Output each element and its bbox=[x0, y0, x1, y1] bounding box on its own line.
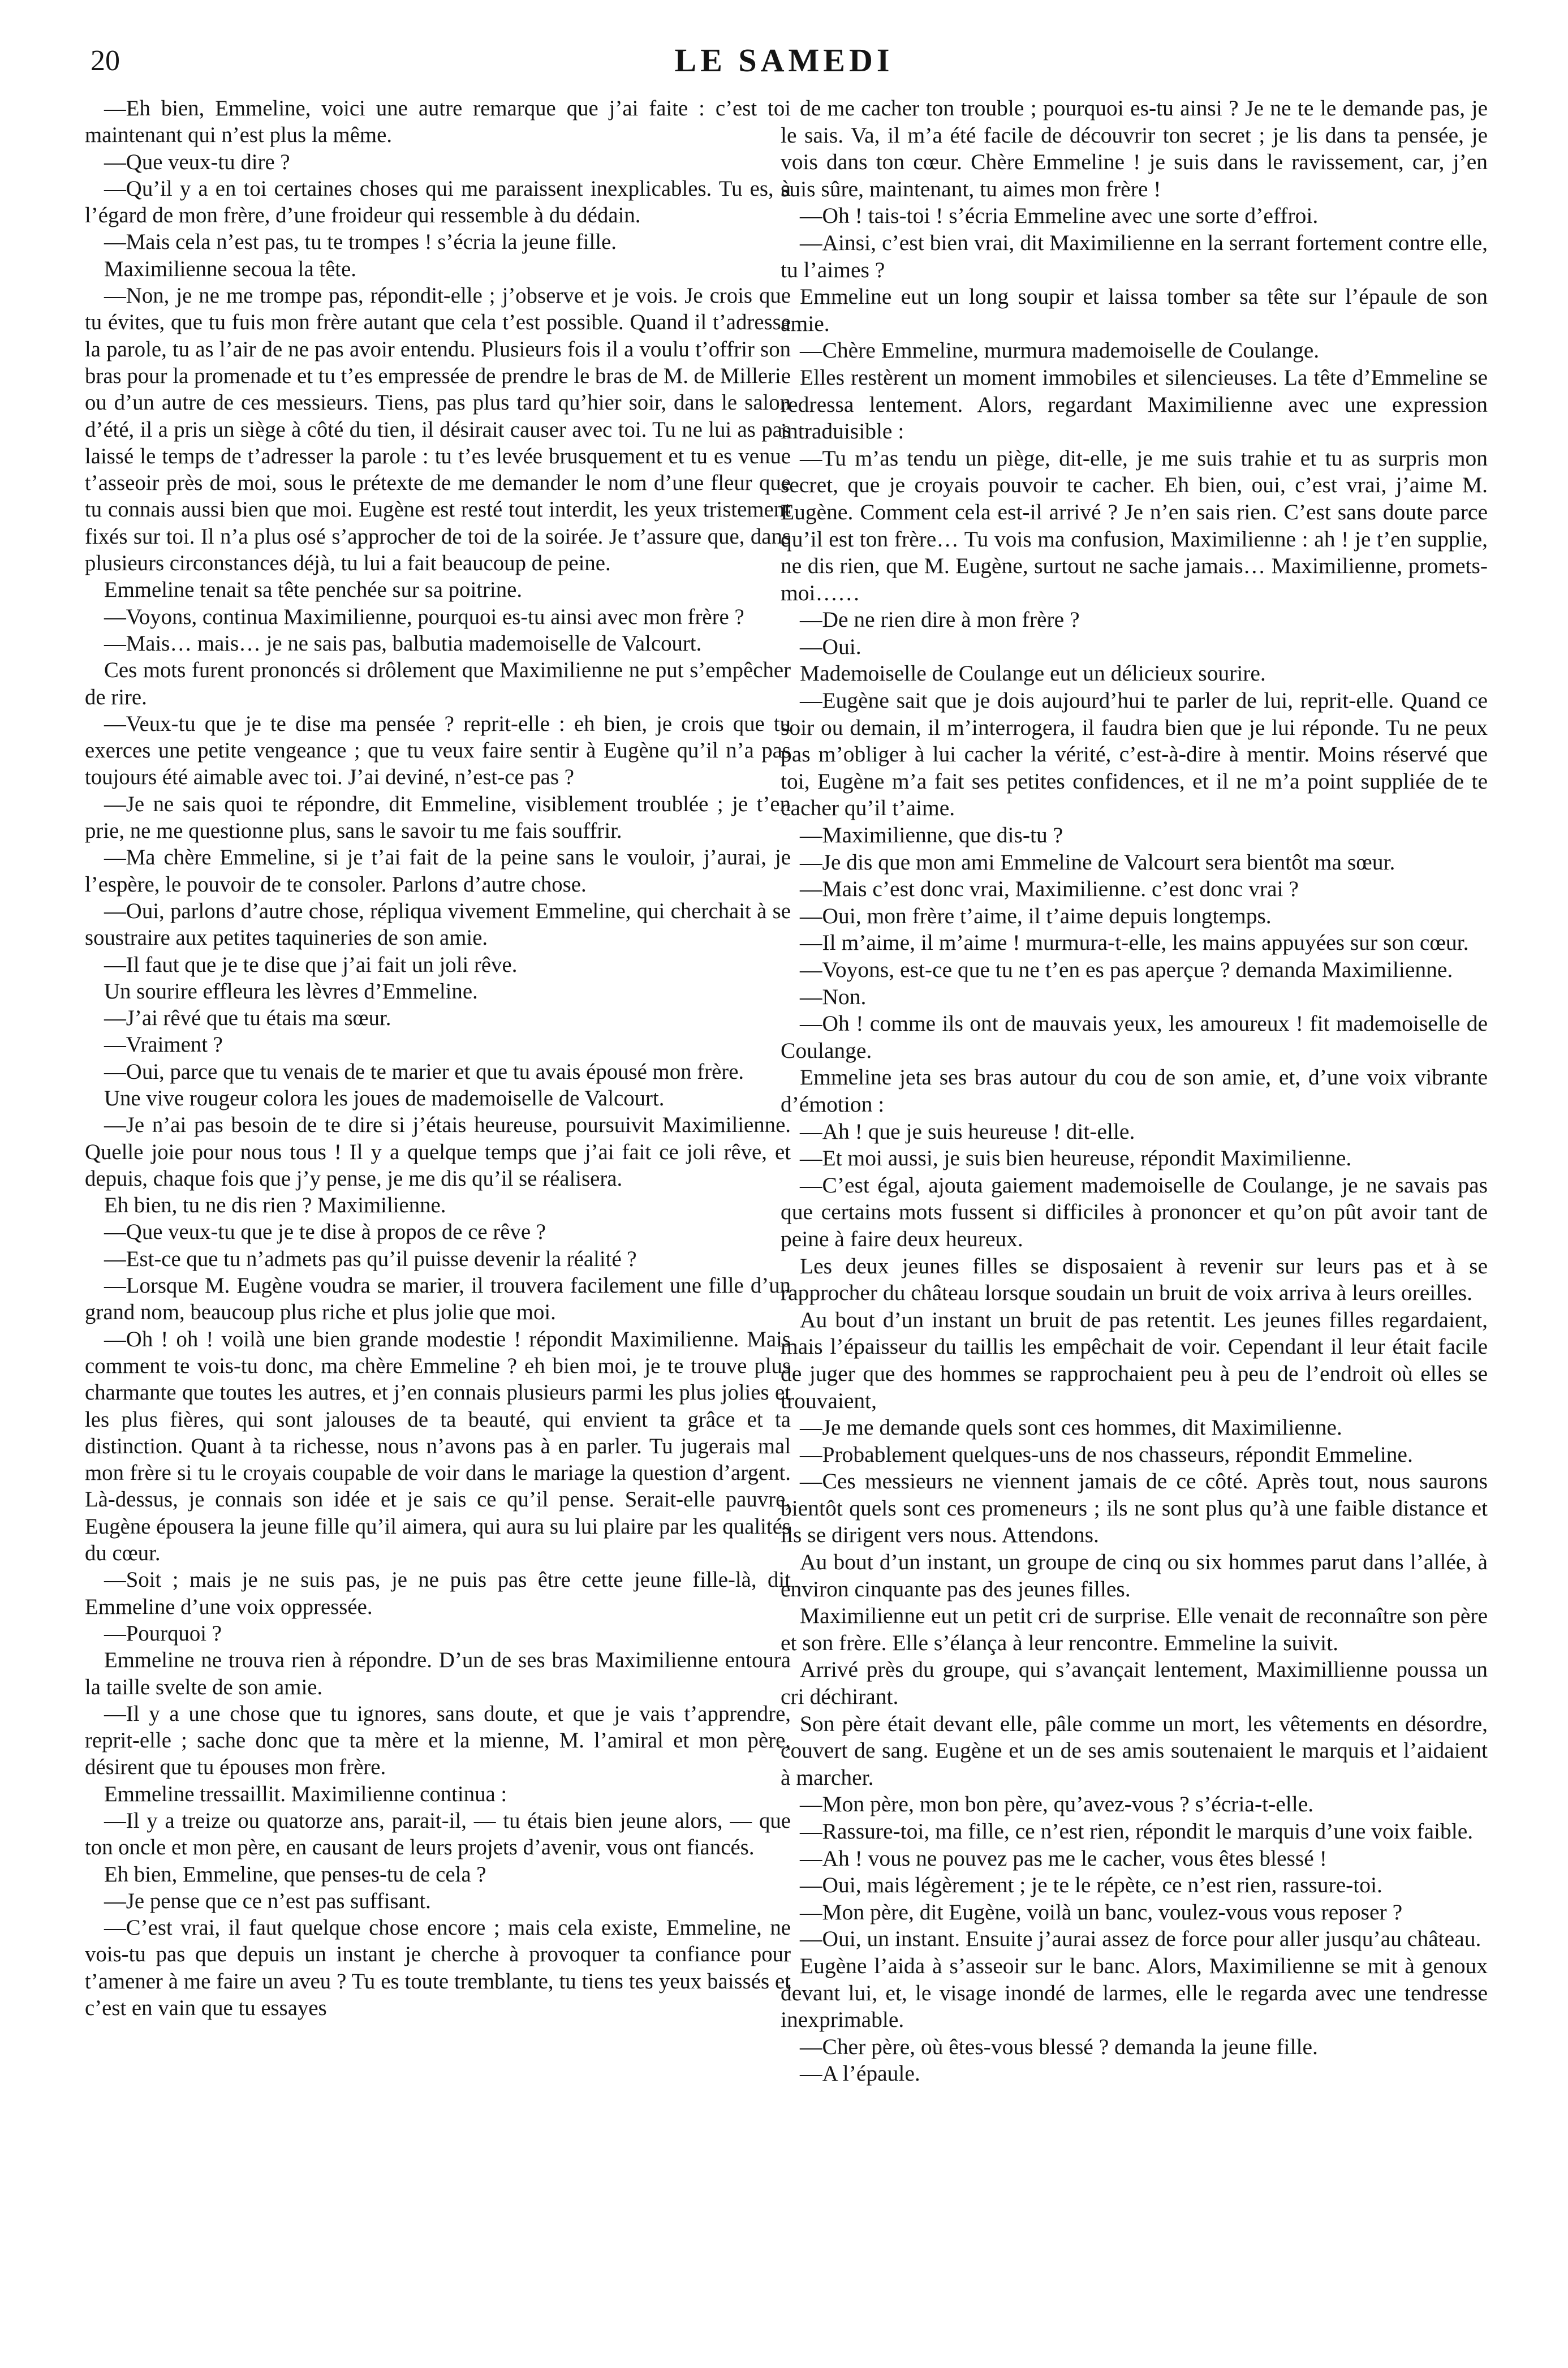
paragraph: —Oui, parce que tu venais de te marier et que tu avais épousé mon frère. bbox=[104, 1059, 744, 1084]
paragraph: Au bout d’un instant un bruit de pas retentit. Les jeunes filles regardaient, mais l’épaisseur du taillis les empêchait de voir. Cependant il leur était facile de juger que des hommes se rapprochaient peu à peu de l’endroit où elles se trouvaient, bbox=[781, 1307, 1488, 1413]
paragraph: —Lorsque M. Eugène voudra se marier, il trouvera facilement une fille d’un grand nom, beaucoup plus riche et plus jolie que moi. bbox=[85, 1273, 791, 1325]
paragraph: —Oui, parlons d’autre chose, répliqua vivement Emmeline, qui cherchait à se soustraire aux petites taquineries de son amie. bbox=[85, 898, 791, 950]
paragraph: —Oh ! tais-toi ! s’écria Emmeline avec une sorte d’effroi. bbox=[800, 203, 1319, 229]
paragraph: —A l’épaule. bbox=[800, 2061, 920, 2086]
paragraph: Emmeline tenait sa tête penchée sur sa poitrine. bbox=[104, 578, 523, 602]
paragraph: —Il y a une chose que tu ignores, sans doute, et que je vais t’apprendre, reprit-elle ; sache donc que ta mère et la mienne, M. l’amiral et mon père, désirent que tu épouses mon frère. bbox=[85, 1701, 791, 1780]
paragraph: Elles restèrent un moment immobiles et silencieuses. La tête d’Emmeline se redressa lentement. Alors, regardant Maximilienne avec une expression intraduisible : bbox=[781, 364, 1488, 444]
paragraph: Arrivé près du groupe, qui s’avançait lentement, Maximillienne poussa un cri déchirant. bbox=[781, 1657, 1488, 1710]
page-number: 20 bbox=[91, 45, 120, 77]
right-column bbox=[781, 95, 1488, 2347]
paragraph: —C’est vrai, il faut quelque chose encore ; mais cela existe, Emmeline, ne vois-tu pas que depuis un instant je cherche à provoquer ta confiance pour t’amener à me faire un aveu ? Tu es toute tremblante, tu tiens tes yeux baissés et c’est en vain que tu essayes bbox=[85, 1915, 791, 2021]
paragraph: —Je pense que ce n’est pas suffisant. bbox=[104, 1888, 431, 1913]
paragraph: Emmeline jeta ses bras autour du cou de son amie, et, d’une voix vibrante d’émotion : bbox=[781, 1065, 1488, 1117]
journal-title: LE SAMEDI bbox=[674, 42, 894, 79]
paragraph: —Pourquoi ? bbox=[104, 1621, 222, 1646]
paragraph: Un sourire effleura les lèvres d’Emmeline. bbox=[104, 979, 478, 1004]
paragraph: Les deux jeunes filles se disposaient à revenir sur leurs pas et à se rapprocher du château lorsque soudain un bruit de voix arriva à leurs oreilles. bbox=[781, 1253, 1488, 1306]
paragraph: Ces mots furent prononcés si drôlement que Maximilienne ne put s’empêcher de rire. bbox=[85, 658, 791, 709]
paragraph: Au bout d’un instant, un groupe de cinq ou six hommes parut dans l’allée, à environ cinquante pas des jeunes filles. bbox=[781, 1549, 1488, 1601]
paragraph: —Cher père, où êtes-vous blessé ? demanda la jeune fille. bbox=[800, 2034, 1318, 2059]
paragraph: —Probablement quelques-uns de nos chasseurs, répondit Emmeline. bbox=[800, 1441, 1413, 1467]
paragraph: —Chère Emmeline, murmura mademoiselle de Coulange. bbox=[800, 338, 1320, 363]
paragraph: —Mais cela n’est pas, tu te trompes ! s’écria la jeune fille. bbox=[104, 230, 617, 255]
paragraph: —Eugène sait que je dois aujourd’hui te parler de lui, reprit-elle. Quand ce soir ou demain, il m’interrogera, il faudra bien que je lui réponde. Tu ne peux pas m’obliger à lui cacher la vérité, c’est-à-dire à mentir. Moins réservé que toi, Eugène m’a fait ses petites confidences, et il ne m’a point suppliée de te cacher qu’il t’aime. bbox=[781, 688, 1488, 821]
paragraph: Emmeline eut un long soupir et laissa tomber sa tête sur l’épaule de son amie. bbox=[781, 284, 1488, 336]
paragraph: —De ne rien dire à mon frère ? bbox=[800, 607, 1080, 632]
paragraph: —Maximilienne, que dis-tu ? bbox=[800, 823, 1063, 848]
paragraph: —Tu m’as tendu un piège, dit-elle, je me suis trahie et tu as surpris mon secret, que je croyais pouvoir te cacher. Eh bien, oui, c’est vrai, j’aime M. Eugène. Comment cela est-il arrivé ? Je n’en sais rien. C’est sans doute parce qu’il est ton frère… Tu vois ma confusion, Maximilienne : ah ! je t’en supplie, ne dis rien, que M. Eugène, surtout ne sache jamais… Maximilienne, promets-moi…… bbox=[781, 445, 1488, 605]
paragraph: —Ah ! que je suis heureuse ! dit-elle. bbox=[800, 1118, 1135, 1144]
paragraph: —Il m’aime, il m’aime ! murmura-t-elle, les mains appuyées sur son cœur. bbox=[800, 930, 1469, 955]
paragraph: Emmeline ne trouva rien à répondre. D’un de ses bras Maximilienne entoura la taille svelte de son amie. bbox=[85, 1648, 791, 1699]
paragraph: —Oh ! comme ils ont de mauvais yeux, les amoureux ! fit mademoiselle de Coulange. bbox=[781, 1011, 1488, 1063]
paragraph: Mademoiselle de Coulange eut un délicieux sourire. bbox=[800, 661, 1266, 686]
paragraph: —Mon père, mon bon père, qu’avez-vous ? s’écria-t-elle. bbox=[800, 1792, 1314, 1817]
paragraph: —Rassure-toi, ma fille, ce n’est rien, répondit le marquis d’une voix faible. bbox=[800, 1819, 1474, 1844]
paragraph: de me cacher ton trouble ; pourquoi es-tu ainsi ? Je ne te le demande pas, je le sais. Va, il m’a été facile de découvrir ton secret ; je lis dans ta pensée, je vois dans ton cœur. Chère Emmeline ! je suis dans le ravissement, car, j’en suis sûre, maintenant, tu aimes mon frère ! bbox=[781, 96, 1488, 201]
paragraph: —Voyons, est-ce que tu ne t’en es pas aperçue ? demanda Maximilienne. bbox=[800, 957, 1453, 982]
paragraph: —Ma chère Emmeline, si je t’ai fait de la peine sans le vouloir, j’aurai, je l’espère, le pouvoir de te consoler. Parlons d’autre chose. bbox=[85, 845, 791, 897]
paragraph: —Je ne sais quoi te répondre, dit Emmeline, visiblement troublée ; je t’en prie, ne me questionne plus, sans le savoir tu me fais souffrir. bbox=[85, 791, 791, 843]
paragraph: —Eh bien, Emmeline, voici une autre remarque que j’ai faite : c’est toi maintenant qui n’est plus la même. bbox=[85, 96, 791, 148]
paragraph: —Il faut que je te dise que j’ai fait un joli rêve. bbox=[104, 952, 518, 977]
paragraph: —Oh ! oh ! voilà une bien grande modestie ! répondit Maximilienne. Mais comment te vois-tu donc, ma chère Emmeline ? eh bien moi, je te trouve plus charmante que toutes les autres, et j’en connais plusieurs parmi les plus jolies et les plus fières, qui sont jalouses de ta beauté, qui envient ta grâce et ta distinction. Quant à ta richesse, nous n’avons pas à en parler. Tu jugerais mal mon frère si tu le croyais coupable de voir dans le mariage la question d’argent. Là-dessus, je connais son idée et je sais ce qu’il pense. Serait-elle pauvre, Eugène épousera la jeune fille qu’il aimera, qui aura su lui plaire par les qualités du cœur. bbox=[85, 1327, 791, 1566]
paragraph: —Et moi aussi, je suis bien heureuse, répondit Maximilienne. bbox=[800, 1146, 1352, 1171]
paragraph: —Mais c’est donc vrai, Maximilienne. c’est donc vrai ? bbox=[800, 876, 1299, 902]
paragraph: —Non. bbox=[800, 984, 867, 1009]
paragraph: Eh bien, Emmeline, que penses-tu de cela ? bbox=[104, 1862, 486, 1887]
paragraph: —Ces messieurs ne viennent jamais de ce côté. Après tout, nous saurons bientôt quels sont ces promeneurs ; ils ne sont plus qu’à une faible distance et ils se dirigent vers nous. Attendons. bbox=[781, 1469, 1488, 1548]
paragraph: —Oui, mais légèrement ; je te le répète, ce n’est rien, rassure-toi. bbox=[800, 1872, 1382, 1898]
paragraph: —Que veux-tu dire ? bbox=[104, 149, 290, 174]
paragraph: —J’ai rêvé que tu étais ma sœur. bbox=[104, 1006, 391, 1031]
paragraph: —Qu’il y a en toi certaines choses qui me paraissent inexplicables. Tu es, à l’égard de mon frère, d’une froideur qui ressemble à du dédain. bbox=[85, 176, 791, 228]
paragraph: Maximilienne eut un petit cri de surprise. Elle venait de reconnaître son père et son frère. Elle s’élança à leur rencontre. Emmeline la suivit. bbox=[781, 1603, 1488, 1655]
paragraph: —Soit ; mais je ne suis pas, je ne puis pas être cette jeune fille-là, dit Emmeline d’une voix oppressée. bbox=[85, 1568, 791, 1619]
paragraph: Emmeline tressaillit. Maximilienne continua : bbox=[104, 1781, 507, 1806]
paragraph: Son père était devant elle, pâle comme un mort, les vêtements en désordre, couvert de sang. Eugène et un de ses amis soutenaient le marquis et l’aidaient à marcher. bbox=[781, 1711, 1488, 1790]
paragraph: —Oui. bbox=[800, 634, 861, 659]
paragraph: —Je dis que mon ami Emmeline de Valcourt sera bientôt ma sœur. bbox=[800, 849, 1395, 875]
paragraph: —Vraiment ? bbox=[104, 1032, 223, 1057]
paragraph: —Non, je ne me trompe pas, répondit-elle ; j’observe et je vois. Je crois que tu évites, que tu fuis mon frère autant que cela t’est possible. Quand il t’adresse la parole, tu as l’air de ne pas avoir entendu. Plusieurs fois il a voulu t’offrir son bras pour la promenade et tu t’es empressée de prendre le bras de M. de Millerie ou d’un autre de ces messieurs. Tiens, pas plus tard qu’hier soir, dans le salon d’été, il a pris un siège à côté du tien, il désirait causer avec toi. Tu ne lui as pas laissé le temps de t’adresser la parole : tu t’es levée brusquement et tu es venue t’asseoir près de moi, sous le prétexte de me demander le nom d’une fleur que tu connais aussi bien que moi. Eugène est resté tout interdit, les yeux tristement fixés sur toi. Il n’a plus osé s’approcher de toi de la soirée. Je t’assure que, dans plusieurs circonstances déjà, tu lui a fait beaucoup de peine. bbox=[85, 283, 791, 576]
paragraph: Eh bien, tu ne dis rien ? Maximilienne. bbox=[104, 1193, 446, 1218]
paragraph: —Veux-tu que je te dise ma pensée ? reprit-elle : eh bien, je crois que tu exerces une petite vengeance ; que tu veux faire sentir à Eugène qu’il n’a pas toujours été aimable avec toi. J’ai deviné, n’est-ce pas ? bbox=[85, 711, 791, 790]
paragraph: —Que veux-tu que je te dise à propos de ce rêve ? bbox=[104, 1220, 546, 1245]
paragraph: —Ainsi, c’est bien vrai, dit Maximilienne en la serrant fortement contre elle, tu l’aimes ? bbox=[781, 230, 1488, 282]
paragraph: Une vive rougeur colora les joues de mademoiselle de Valcourt. bbox=[104, 1086, 665, 1110]
paragraph: —Mais… mais… je ne sais pas, balbutia mademoiselle de Valcourt. bbox=[104, 631, 702, 656]
page-header bbox=[85, 27, 1483, 95]
paragraph: —C’est égal, ajouta gaiement mademoiselle de Coulange, je ne savais pas que certains mots fussent si difficiles à prononcer et qu’on pût avoir tant de peine à faire deux heureux. bbox=[781, 1172, 1488, 1251]
paragraph: —Est-ce que tu n’admets pas qu’il puisse devenir la réalité ? bbox=[104, 1246, 637, 1271]
paragraph: —Oui, mon frère t’aime, il t’aime depuis longtemps. bbox=[800, 903, 1272, 928]
paragraph: —Mon père, dit Eugène, voilà un banc, voulez-vous vous reposer ? bbox=[800, 1899, 1403, 1924]
paragraph: —Ah ! vous ne pouvez pas me le cacher, vous êtes blessé ! bbox=[800, 1845, 1327, 1871]
paragraph: Maximilienne secoua la tête. bbox=[104, 256, 356, 281]
paragraph: —Voyons, continua Maximilienne, pourquoi es-tu ainsi avec mon frère ? bbox=[104, 604, 744, 629]
paragraph: —Il y a treize ou quatorze ans, parait-il, — tu étais bien jeune alors, — que ton oncle et mon père, en causant de leurs projets d’avenir, vous ont fiancés. bbox=[85, 1809, 791, 1860]
paragraph: —Je me demande quels sont ces hommes, dit Maximilienne. bbox=[800, 1415, 1342, 1440]
paragraph: —Oui, un instant. Ensuite j’aurai assez de force pour aller jusqu’au château. bbox=[800, 1926, 1481, 1952]
left-column bbox=[85, 95, 791, 2347]
paragraph: —Je n’ai pas besoin de te dire si j’étais heureuse, poursuivit Maximilienne. Quelle joie pour nous tous ! Il y a quelque temps que j’ai fait ce joli rêve, et depuis, chaque fois que j’y pense, je me dis qu’il se réalisera. bbox=[85, 1113, 791, 1191]
paragraph: Eugène l’aida à s’asseoir sur le banc. Alors, Maximilienne se mit à genoux devant lui, et, le visage inondé de larmes, elle le regarda avec une tendresse inexprimable. bbox=[781, 1953, 1488, 2033]
